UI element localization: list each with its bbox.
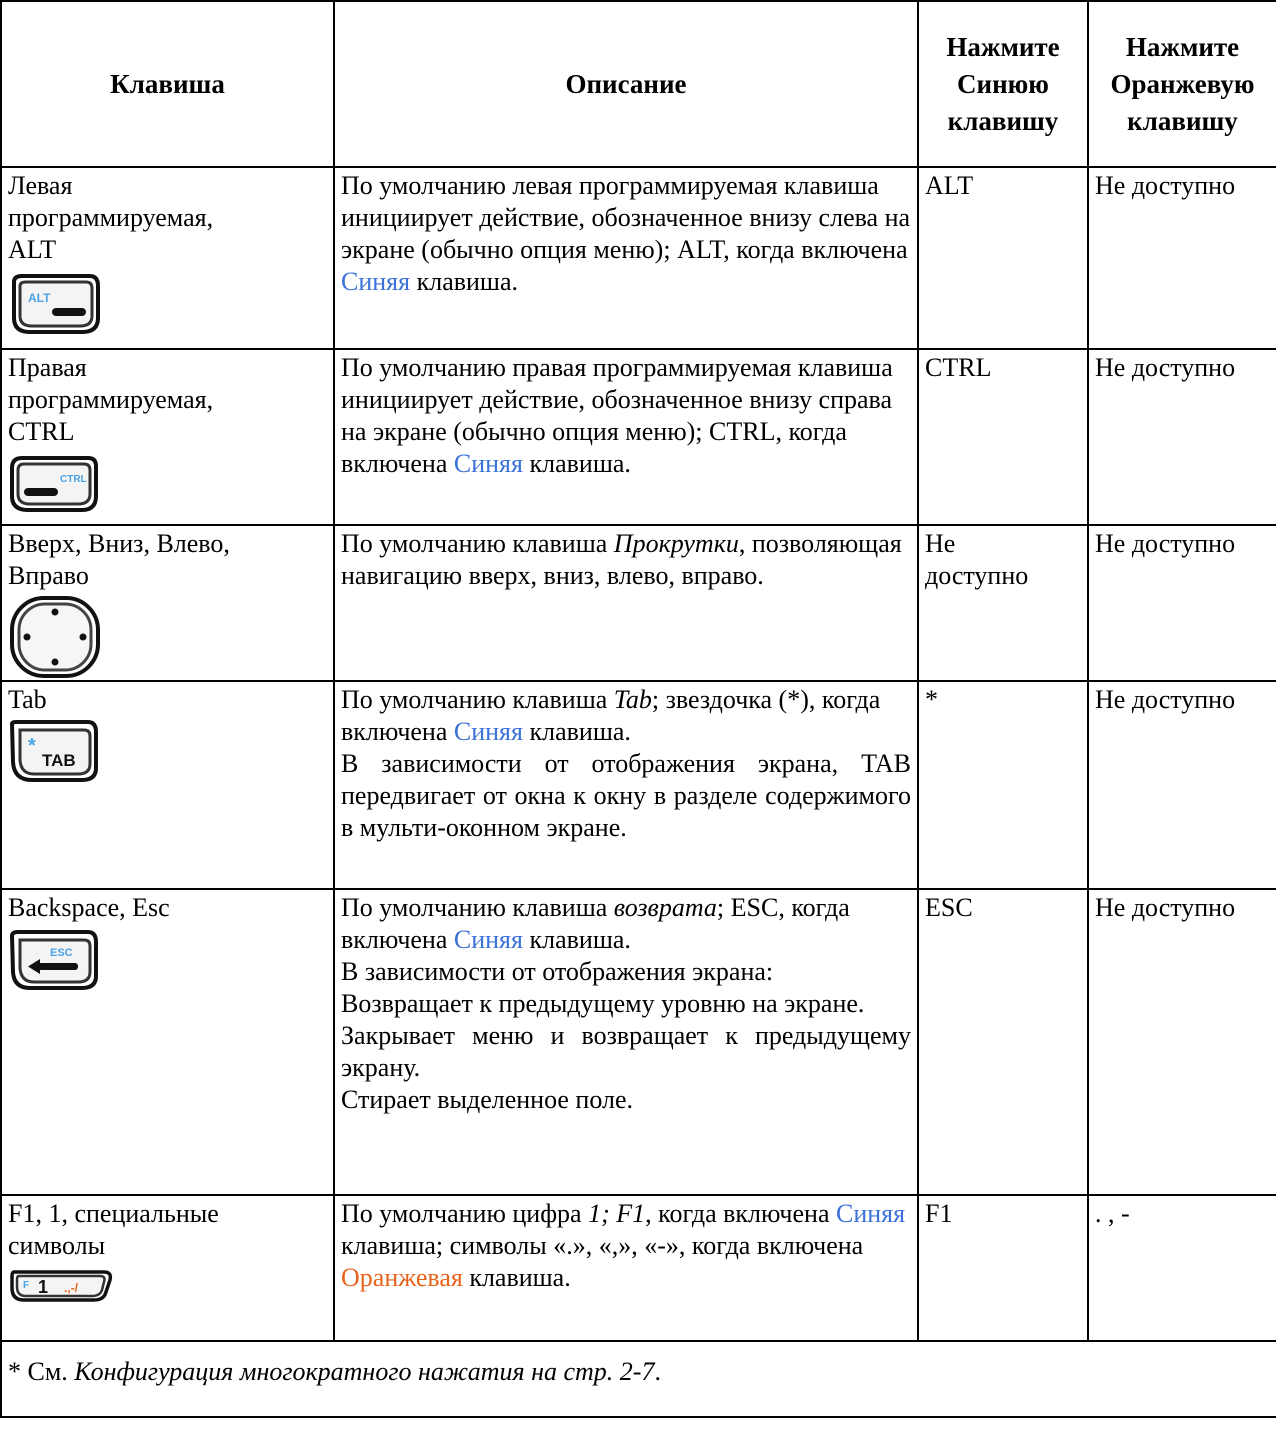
desc-text: По умолчанию клавиша bbox=[341, 685, 614, 714]
header-blue-line: клавишу bbox=[947, 105, 1059, 136]
blue-key-value-line: Не bbox=[925, 529, 956, 558]
orange-key-value: Не доступно bbox=[1088, 525, 1276, 681]
desc-text: клавиша. bbox=[522, 717, 631, 746]
blue-key-value: F1 bbox=[918, 1195, 1088, 1341]
desc-paragraph: В зависимости от отображения экрана, TAB передвигает от окна к окну в разделе содержимого в мульти-оконном экране. bbox=[341, 749, 911, 842]
orange-key-value: Не доступно bbox=[1088, 889, 1276, 1195]
orange-key-value: Не доступно bbox=[1088, 349, 1276, 525]
blue-key-word: Синяя bbox=[453, 449, 523, 478]
desc-text: клавиша. bbox=[410, 267, 518, 296]
orange-key-value: Не доступно bbox=[1088, 167, 1276, 349]
esc-key-icon bbox=[8, 928, 327, 992]
orange-key-value: Не доступно bbox=[1088, 681, 1276, 889]
key-cell bbox=[1, 889, 334, 1195]
key-name-line: F1, 1, специальные bbox=[8, 1199, 219, 1228]
footnote-reference: Конфигурация многократного нажатия на стр. 2-7 bbox=[74, 1357, 655, 1386]
key-name-line: Backspace, Esc bbox=[8, 893, 170, 922]
ctrl-key-icon bbox=[8, 454, 327, 514]
key-cell bbox=[1, 167, 334, 349]
orange-key-word: Оранжевая bbox=[341, 1263, 463, 1292]
desc-paragraph: Закрывает меню и возвращает к предыдущему экрану. bbox=[341, 1021, 911, 1082]
description-cell bbox=[334, 681, 918, 889]
desc-text: По умолчанию левая программируемая клавиша инициирует действие, обозначенное внизу слева на экране (обычно опция меню); ALT, когда включена bbox=[341, 171, 911, 264]
key-name-line: Вверх, Вниз, Влево, bbox=[8, 529, 230, 558]
desc-italic: возврата bbox=[613, 893, 717, 922]
key-cell bbox=[1, 349, 334, 525]
desc-text: клавиша; символы «.», «,», «-», когда включена bbox=[341, 1231, 864, 1260]
blue-key-word: Синяя bbox=[836, 1199, 906, 1228]
table-row bbox=[1, 1195, 1276, 1341]
desc-text: ; звездочка (*), когда включена bbox=[341, 685, 881, 746]
ctrl-key-icon-label: CTRL bbox=[60, 474, 87, 485]
footnote-prefix: * См. bbox=[8, 1357, 75, 1386]
header-blue-line: Нажмите bbox=[946, 31, 1060, 62]
header-orange-key bbox=[1088, 1, 1276, 167]
header-key: Клавиша bbox=[1, 1, 334, 167]
desc-text: клавиша. bbox=[522, 449, 631, 478]
header-description: Описание bbox=[334, 1, 918, 167]
key-cell bbox=[1, 525, 334, 681]
desc-paragraph: Стирает выделенное поле. bbox=[341, 1085, 634, 1114]
desc-paragraph: В зависимости от отображения экрана: bbox=[341, 957, 774, 986]
key-name-line: Вправо bbox=[8, 561, 89, 590]
key-name-line: ALT bbox=[8, 235, 57, 264]
description-cell bbox=[334, 167, 918, 349]
desc-italic: 1; F1 bbox=[588, 1199, 646, 1228]
desc-text: По умолчанию клавиша bbox=[341, 893, 614, 922]
key-name-line: Правая bbox=[8, 353, 87, 382]
key-cell bbox=[1, 1195, 334, 1341]
footnote-suffix: . bbox=[654, 1357, 661, 1386]
desc-text: , позволяющая навигацию вверх, вниз, влево, вправо. bbox=[341, 529, 902, 590]
description-cell bbox=[334, 1195, 918, 1341]
header-orange-line: клавишу bbox=[1127, 105, 1238, 136]
header-blue-line: Синюю bbox=[957, 68, 1049, 99]
header-orange-line: Оранжевую bbox=[1110, 68, 1255, 99]
footnote bbox=[1, 1341, 1276, 1417]
key-name-line: Левая bbox=[8, 171, 73, 200]
blue-key-value: ALT bbox=[918, 167, 1088, 349]
table-row bbox=[1, 525, 1276, 681]
tab-key-icon-label: TAB bbox=[42, 751, 76, 770]
f1-key-icon-symbols: .,-/ bbox=[64, 1281, 78, 1295]
footnote-row bbox=[1, 1341, 1276, 1417]
alt-key-icon bbox=[8, 272, 327, 336]
blue-key-value: ESC bbox=[918, 889, 1088, 1195]
description-cell bbox=[334, 349, 918, 525]
desc-text: клавиша. bbox=[462, 1263, 571, 1292]
f1-key-icon-f: F bbox=[23, 1280, 30, 1291]
description-cell bbox=[334, 525, 918, 681]
table-header-row bbox=[1, 1, 1276, 167]
key-cell bbox=[1, 681, 334, 889]
alt-key-icon-label: ALT bbox=[28, 291, 51, 305]
blue-key-word: Синяя bbox=[341, 267, 411, 296]
table-row bbox=[1, 167, 1276, 349]
table-row bbox=[1, 349, 1276, 525]
blue-key-value bbox=[918, 525, 1088, 681]
esc-key-icon-label: ESC bbox=[50, 947, 73, 959]
header-orange-line: Нажмите bbox=[1125, 31, 1240, 62]
desc-text: клавиша. bbox=[522, 925, 631, 954]
desc-italic: Tab bbox=[613, 685, 652, 714]
key-name-line: CTRL bbox=[8, 417, 75, 446]
key-name-line: Tab bbox=[8, 685, 47, 714]
f1-key-icon-label: 1 bbox=[38, 1277, 49, 1297]
desc-paragraph: Возвращает к предыдущему уровню на экране. bbox=[341, 989, 865, 1018]
blue-key-value: CTRL bbox=[918, 349, 1088, 525]
orange-key-value: . , - bbox=[1088, 1195, 1276, 1341]
blue-key-word: Синяя bbox=[453, 717, 523, 746]
description-cell bbox=[334, 889, 918, 1195]
tab-key-icon-star: * bbox=[28, 735, 36, 757]
blue-key-value-line: доступно bbox=[925, 561, 1029, 590]
tab-key-icon bbox=[8, 718, 327, 784]
desc-italic: Прокрутки bbox=[613, 529, 739, 558]
header-blue-key bbox=[918, 1, 1088, 167]
desc-text: По умолчанию правая программируемая клавиша инициирует действие, обозначенное внизу справа на экране (обычно опция меню); CTRL, когда включена bbox=[341, 353, 893, 478]
desc-text: По умолчанию клавиша bbox=[341, 529, 614, 558]
navigation-pad-icon bbox=[8, 594, 327, 680]
blue-key-value: * bbox=[918, 681, 1088, 889]
table-row bbox=[1, 889, 1276, 1195]
desc-text: , когда включена bbox=[645, 1199, 836, 1228]
key-name-line: программируемая, bbox=[8, 203, 214, 232]
blue-key-word: Синяя bbox=[453, 925, 523, 954]
desc-text: По умолчанию цифра bbox=[341, 1199, 589, 1228]
table-row bbox=[1, 681, 1276, 889]
f1-key-icon bbox=[8, 1266, 327, 1304]
key-name-line: символы bbox=[8, 1231, 106, 1260]
key-name-line: программируемая, bbox=[8, 385, 214, 414]
desc-text: ; ESC, когда включена bbox=[341, 893, 850, 954]
